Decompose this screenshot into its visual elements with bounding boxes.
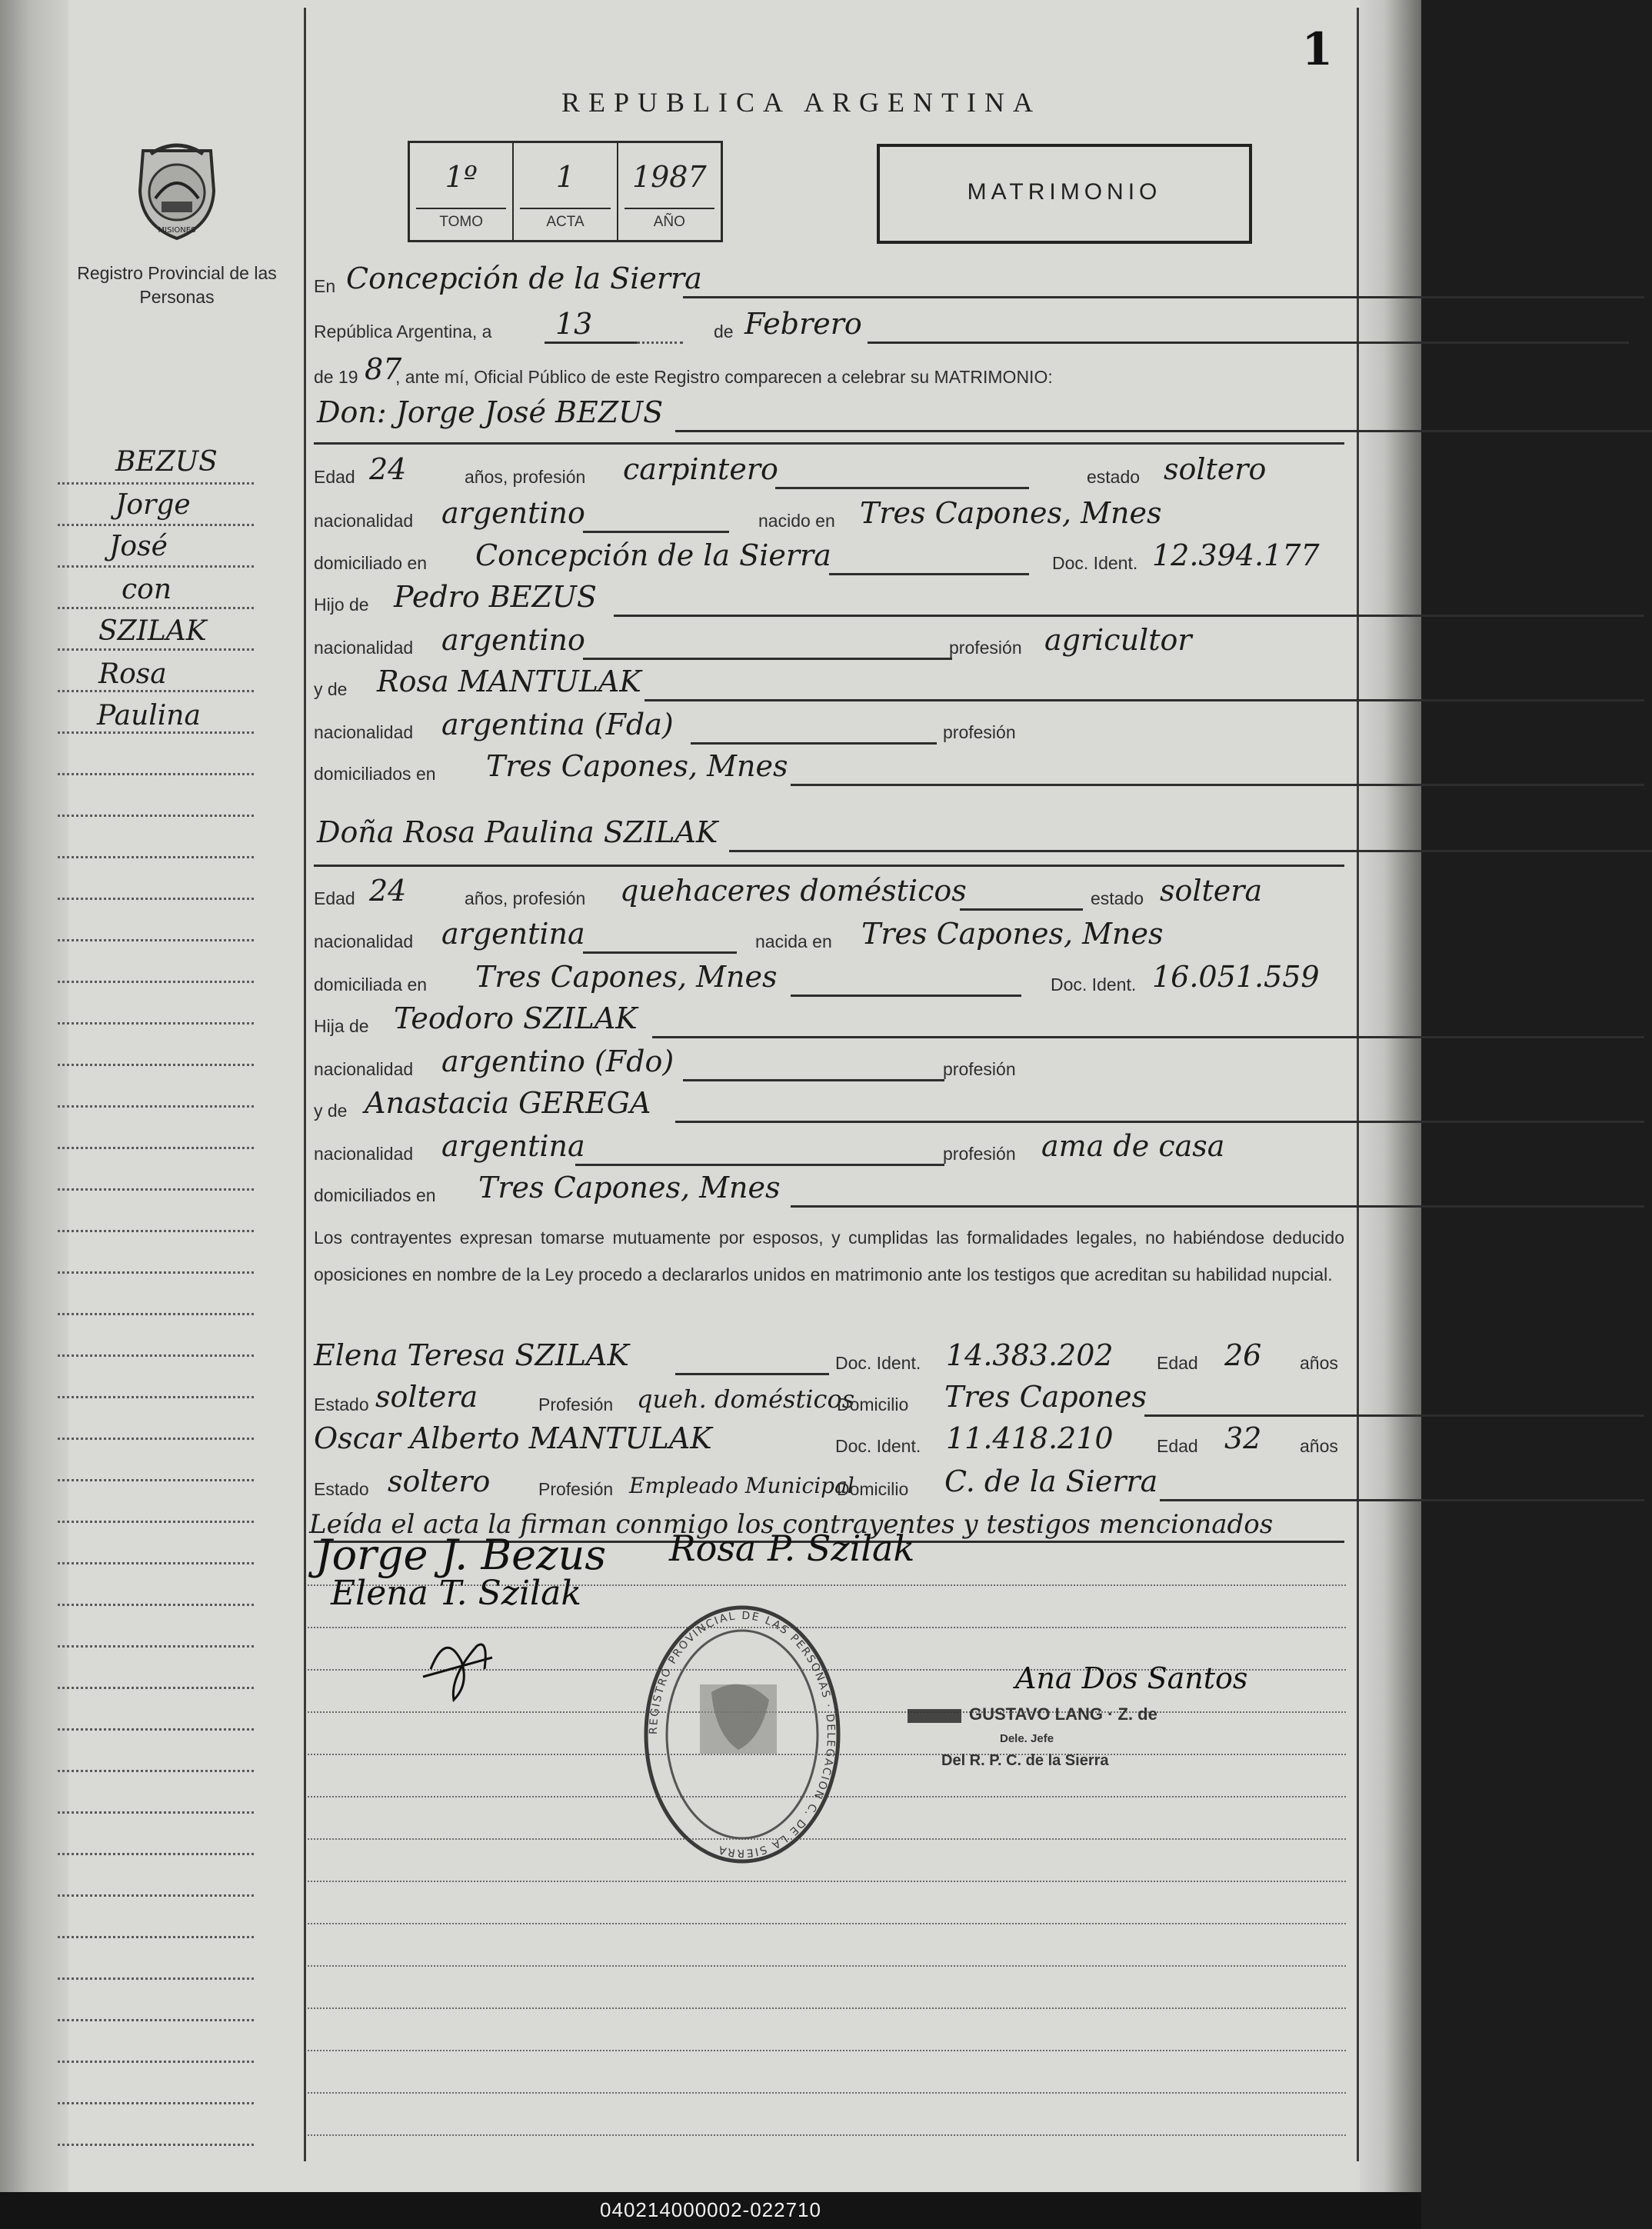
- groom-father-nac: argentino: [441, 623, 585, 657]
- intro-line-1: En Concepción de la Sierra: [314, 260, 1344, 303]
- groom-domicilio: Concepción de la Sierra: [475, 538, 831, 572]
- margin-rule: [58, 815, 254, 817]
- bride-parents-dom: Tres Capones, Mnes: [478, 1171, 781, 1204]
- margin-rule: [58, 1687, 254, 1689]
- margin-name-2: José: [109, 531, 168, 562]
- margin-surname-2: SZILAK: [98, 615, 207, 647]
- month-value: Febrero: [744, 307, 862, 341]
- margin-rule: [58, 1396, 254, 1398]
- groom-nacido: Tres Capones, Mnes: [860, 496, 1162, 530]
- bride-profesion: quehaceres domésticos: [620, 874, 967, 908]
- margin-rule: [58, 1728, 254, 1731]
- bride-nac-line: nacionalidad argentina nacida en Tres Capones, Mnes: [314, 915, 1344, 958]
- margin-rule: [58, 856, 254, 858]
- groom-signature: Jorge J. Bezus: [315, 1531, 607, 1579]
- bride-doc: 16.051.559: [1152, 960, 1320, 994]
- groom-dom-line: domiciliado en Concepción de la Sierra Doc. Ident. 12.394.177: [314, 537, 1344, 580]
- bride-edad-line: Edad 24 años, profesión quehaceres domésticos estado soltera: [314, 872, 1344, 915]
- margin-rule: [58, 1811, 254, 1814]
- acta-cell: [514, 143, 618, 240]
- margin-rule: [58, 2102, 254, 2104]
- witness-2-domicilio: C. de la Sierra: [944, 1464, 1158, 1498]
- bride-nacida: Tres Capones, Mnes: [861, 917, 1164, 951]
- margin-name-4: Paulina: [97, 700, 201, 731]
- groom-father: Pedro BEZUS: [394, 580, 597, 614]
- margin-rule: [58, 1604, 254, 1606]
- margin-rule: [58, 2019, 254, 2021]
- witness-2-signature-scribble: [415, 1615, 500, 1715]
- bride-father-nac-line: nacionalidad argentino (Fdo) profesión: [314, 1043, 1344, 1086]
- official-block: [908, 1661, 1248, 1777]
- margin-rule: [58, 731, 254, 734]
- seal-text: MISIONES: [158, 226, 196, 235]
- margin-rule: [58, 1977, 254, 1980]
- anio-cell: [618, 143, 721, 240]
- groom-parents-dom-line: domiciliados en Tres Capones, Mnes: [314, 748, 1344, 791]
- margin-rule: [58, 939, 254, 941]
- groom-mother: Rosa MANTULAK: [377, 665, 641, 698]
- groom-nacionalidad: argentino: [441, 496, 585, 530]
- witness-1-doc: 14.383.202: [946, 1338, 1114, 1372]
- witness-2-detail-line: Estado soltero Profesión Empleado Municipal Domicilio C. de la Sierra: [314, 1463, 1344, 1506]
- official-title: Dele. Jefe: [1000, 1732, 1054, 1745]
- groom-mother-nac-line: nacionalidad argentina (Fda) profesión: [314, 706, 1344, 749]
- margin-rule: [58, 565, 254, 568]
- bride-parents-dom-line: domiciliados en Tres Capones, Mnes: [314, 1169, 1344, 1212]
- official-stamp: [638, 1600, 846, 1869]
- margin-divider: [304, 8, 306, 2161]
- margin-rule: [58, 1936, 254, 1938]
- witness-1-profesion: queh. domésticos: [637, 1384, 855, 1414]
- bride-mother-line: y de Anastacia GEREGA: [314, 1085, 1344, 1128]
- intro-line-3: de 19 87 , ante mí, Oficial Público de este Registro comparecen a celebrar su MATRIMONIO:: [314, 352, 1053, 387]
- bride-mother: Anastacia GEREGA: [365, 1086, 651, 1120]
- witness-1-estado: soltera: [375, 1380, 478, 1414]
- margin-rule: [58, 1894, 254, 1897]
- margin-rule: [58, 2144, 254, 2146]
- tomo-cell: [410, 143, 514, 240]
- page-number: 1: [1301, 23, 1333, 75]
- witness-1-domicilio: Tres Capones: [944, 1380, 1147, 1414]
- groom-profesion: carpintero: [623, 452, 778, 486]
- margin-name-3: Rosa: [98, 658, 167, 690]
- witness-2-line: Oscar Alberto MANTULAK Doc. Ident. 11.418.210 Edad 32 años: [314, 1421, 1338, 1456]
- margin-rule: [58, 1313, 254, 1315]
- margin-rule: [58, 1853, 254, 1855]
- groom-parents-dom: Tres Capones, Mnes: [486, 749, 788, 783]
- groom-father-line: Hijo de Pedro BEZUS: [314, 578, 1344, 621]
- registry-name: Registro Provincial de las Personas: [77, 263, 277, 307]
- margin-rule: [58, 981, 254, 983]
- caption-bar: [0, 2192, 1421, 2229]
- act-type: MATRIMONIO: [967, 179, 1162, 205]
- anio-label: AÑO: [653, 214, 685, 230]
- witness-2-name: Oscar Alberto MANTULAK: [314, 1421, 712, 1455]
- margin-rule: [58, 1354, 254, 1357]
- groom-edad: 24: [369, 452, 407, 486]
- groom-estado: soltero: [1164, 452, 1267, 486]
- margin-rule: [58, 1479, 254, 1481]
- closing-text: Leída el acta la firman conmigo los contrayentes y testigos mencionados: [309, 1509, 1274, 1540]
- page-edge: [1360, 0, 1421, 2192]
- margin-rule: [58, 690, 254, 692]
- margin-rule: [58, 773, 254, 775]
- official-name: GUSTAVO LANG · Z. de: [969, 1704, 1157, 1724]
- groom-name-line: [314, 394, 1344, 437]
- margin-rule: [58, 648, 254, 651]
- place-value: Concepción de la Sierra: [346, 262, 702, 295]
- bride-signature: Rosa P. Szilak: [669, 1528, 915, 1569]
- margin-rule: [58, 898, 254, 900]
- bride-name-line: [314, 814, 1344, 857]
- margin-rule: [58, 1188, 254, 1191]
- groom-mother-nac: argentina (Fda): [441, 708, 674, 741]
- witness-2-doc: 11.418.210: [946, 1421, 1114, 1455]
- act-type-box: [877, 144, 1252, 244]
- margin-rule: [58, 1770, 254, 1772]
- margin-rule: [58, 1521, 254, 1523]
- margin-rule: [58, 1271, 254, 1274]
- groom-father-nac-line: nacionalidad argentino profesión agricultor: [314, 621, 1344, 665]
- stamp-text: REGISTRO PROVINCIAL DE LAS PERSONAS · DELEGACIÓN C. DE LA SIERRA: [647, 1609, 838, 1860]
- tomo-value: 1º: [445, 160, 478, 194]
- margin-rule: [58, 482, 254, 485]
- witness-2-estado: soltero: [388, 1464, 491, 1498]
- bride-father: Teodoro SZILAK: [394, 1001, 638, 1035]
- declaration-text: Los contrayentes expresan tomarse mutuamente por esposos, y cumplidas las formalidades legales, no habiéndose deducido oposiciones en nombre de la Ley procedo a declararlos unidos en matrimonio ante los testigos que acreditan su habilidad nupcial.: [314, 1228, 1344, 1284]
- bride-father-nac: argentino (Fdo): [441, 1045, 674, 1078]
- margin-rule: [58, 524, 254, 526]
- right-divider: [1357, 8, 1359, 2161]
- witness-2-edad: 32: [1224, 1421, 1262, 1455]
- bride-nacionalidad: argentina: [441, 917, 585, 951]
- witness-1-line: Elena Teresa SZILAK Doc. Ident. 14.383.202 Edad 26 años: [314, 1337, 1344, 1380]
- witness-1-detail-line: Estado soltera Profesión queh. domésticos Domicilio Tres Capones: [314, 1378, 1344, 1421]
- day-value: 13: [555, 307, 593, 341]
- margin-rule: [58, 607, 254, 609]
- tomo-label: TOMO: [439, 214, 483, 230]
- margin-rule: [58, 1438, 254, 1440]
- year-value: 87: [365, 352, 402, 386]
- bride-name: Doña Rosa Paulina SZILAK: [317, 815, 718, 849]
- acta-value: 1: [555, 160, 575, 194]
- official-office: Del R. P. C. de la Sierra: [941, 1752, 1109, 1769]
- intro-line-2: República Argentina, a 13 de Febrero: [314, 305, 1344, 348]
- margin-rule: [58, 1147, 254, 1149]
- margin-con: con: [122, 574, 172, 605]
- bride-mother-nac: argentina: [441, 1129, 585, 1163]
- anio-value: 1987: [631, 160, 707, 194]
- country-title: REPUBLICA ARGENTINA: [561, 87, 1042, 118]
- margin-rule: [58, 2061, 254, 2063]
- groom-nac-line: nacionalidad argentino nacido en Tres Capones, Mnes: [314, 495, 1344, 538]
- acta-label: ACTA: [546, 214, 585, 230]
- margin-rule: [58, 1064, 254, 1066]
- official-signature: Ana Dos Santos: [1015, 1661, 1248, 1695]
- bride-dom-line: domiciliada en Tres Capones, Mnes Doc. Ident. 16.051.559: [314, 958, 1344, 1001]
- witness-signature: Elena T. Szilak: [331, 1574, 582, 1613]
- groom-doc: 12.394.177: [1152, 538, 1320, 572]
- witness-1-name: Elena Teresa SZILAK: [314, 1338, 629, 1372]
- witness-2-profesion: Empleado Municipal: [629, 1473, 854, 1498]
- binder-edge: [0, 0, 68, 2192]
- witness-1-edad: 26: [1224, 1338, 1262, 1372]
- bride-mother-prof: ama de casa: [1041, 1129, 1225, 1163]
- margin-rule: [58, 1645, 254, 1648]
- margin-surname: BEZUS: [115, 446, 218, 478]
- bride-estado: soltera: [1160, 874, 1263, 908]
- groom-father-prof: agricultor: [1044, 623, 1192, 657]
- provincial-seal-icon: [128, 137, 226, 243]
- bride-father-line: Hija de Teodoro SZILAK: [314, 1000, 1344, 1043]
- groom-edad-line: Edad 24 años, profesión carpintero estado soltero: [314, 451, 1344, 494]
- margin-rule: [58, 1230, 254, 1232]
- margin-rule: [58, 1022, 254, 1025]
- groom-mother-line: y de Rosa MANTULAK: [314, 663, 1344, 706]
- bride-mother-nac-line: nacionalidad argentina profesión ama de casa: [314, 1128, 1344, 1171]
- image-id-caption: 040214000002-022710: [600, 2198, 821, 2221]
- bride-edad: 24: [369, 874, 407, 908]
- margin-rule: [58, 1105, 254, 1108]
- record-number-box: [408, 141, 723, 242]
- bride-domicilio: Tres Capones, Mnes: [475, 960, 778, 994]
- margin-rule: [58, 1562, 254, 1564]
- margin-name-1: Jorge: [115, 489, 191, 521]
- groom-name: Don: Jorge José BEZUS: [317, 395, 664, 429]
